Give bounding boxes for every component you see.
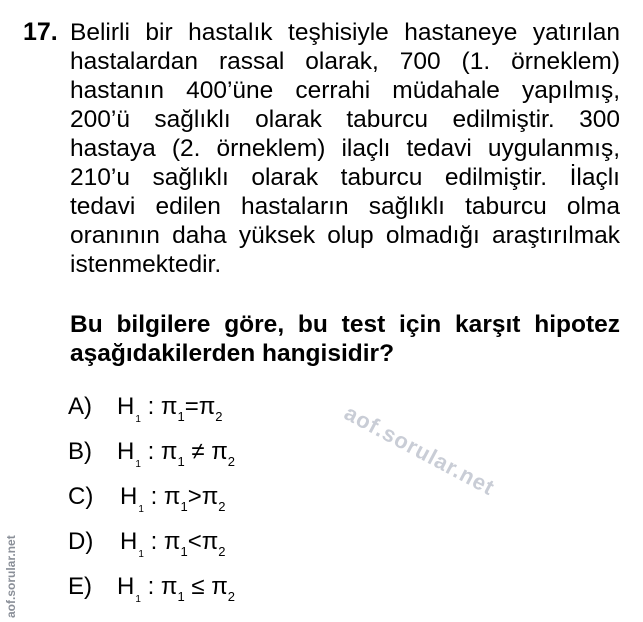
option-label: D) (68, 528, 94, 555)
pi-symbol: π (201, 483, 219, 510)
h-symbol: H (120, 528, 138, 555)
question-body-line: hastalardan rassal olarak, 700 (1. örneklem) (70, 48, 620, 75)
relation-operator: ≠ (184, 438, 212, 465)
question-body-line: Belirli bir hastalık teşhisiyle hastaneye yatırılan (70, 19, 620, 46)
h-symbol: H (120, 483, 138, 510)
pi-subscript: 2 (227, 454, 236, 469)
pi-symbol: π (160, 393, 178, 420)
pi-subscript: 1 (177, 409, 185, 424)
question-body-line: tedavi edilen hastaların sağlıklı taburcu olma (70, 193, 620, 220)
question-stem-line: aşağıdakilerden hangisidir? (70, 340, 395, 367)
option-label: E) (68, 573, 92, 600)
pi-symbol: π (211, 573, 228, 600)
pi-symbol: π (201, 528, 219, 555)
relation-operator: = (184, 393, 199, 420)
question-stem-line: Bu bilgilere göre, bu test için karşıt hipotez (70, 311, 620, 338)
pi-subscript: 2 (215, 409, 223, 424)
pi-symbol: π (198, 393, 216, 420)
h-symbol: H (117, 393, 135, 420)
question-body-line: oranının daha yüksek olup olmadığı araştırılmak (70, 222, 620, 249)
question-stem (70, 310, 620, 368)
pi-subscript: 1 (180, 544, 188, 559)
question-number: 17. (23, 18, 58, 46)
pi-subscript: 1 (177, 589, 185, 604)
h-subscript: 1 (135, 594, 141, 605)
option-label: C) (68, 483, 94, 510)
pi-subscript: 2 (218, 499, 226, 514)
pi-symbol: π (211, 438, 228, 465)
pi-symbol: π (163, 528, 181, 555)
pi-subscript: 1 (177, 454, 185, 469)
option-formula (117, 572, 235, 607)
watermark-diagonal: aof.sorular.net (340, 400, 500, 501)
question-body (70, 18, 620, 279)
relation-operator: < (187, 528, 202, 555)
question-body-line: 210’u sağlıklı olarak taburcu edilmiştir. İlaçlı (70, 164, 620, 191)
h-subscript: 1 (138, 504, 144, 515)
pi-subscript: 2 (227, 589, 236, 604)
pi-subscript: 1 (180, 499, 188, 514)
colon: : (143, 528, 164, 555)
watermark-vertical: aof.sorular.net (4, 535, 18, 618)
question-body-line: istenmektedir. (70, 251, 222, 278)
pi-symbol: π (160, 438, 178, 465)
relation-operator: > (187, 483, 202, 510)
question-body-line: hastanın 400’üne cerrahi müdahale yapılmış, (70, 77, 620, 104)
question-body-line: 200’ü sağlıklı olarak taburcu edilmiştir. 300 (70, 106, 620, 133)
h-subscript: 1 (135, 414, 141, 425)
colon: : (143, 483, 164, 510)
option-formula (117, 437, 235, 472)
option-formula (117, 392, 223, 427)
h-subscript: 1 (135, 459, 141, 470)
option-formula (120, 482, 226, 517)
h-symbol: H (117, 438, 135, 465)
pi-symbol: π (160, 573, 178, 600)
question-body-line: hastaya (2. örneklem) ilaçlı tedavi uygulanmış, (70, 135, 620, 162)
colon: : (140, 438, 161, 465)
option-formula (120, 527, 226, 562)
option-label: A) (68, 393, 92, 420)
colon: : (140, 573, 161, 600)
option-label: B) (68, 438, 92, 465)
relation-operator: ≤ (184, 573, 212, 600)
h-subscript: 1 (138, 549, 144, 560)
h-symbol: H (117, 573, 135, 600)
colon: : (140, 393, 161, 420)
pi-subscript: 2 (218, 544, 226, 559)
pi-symbol: π (163, 483, 181, 510)
